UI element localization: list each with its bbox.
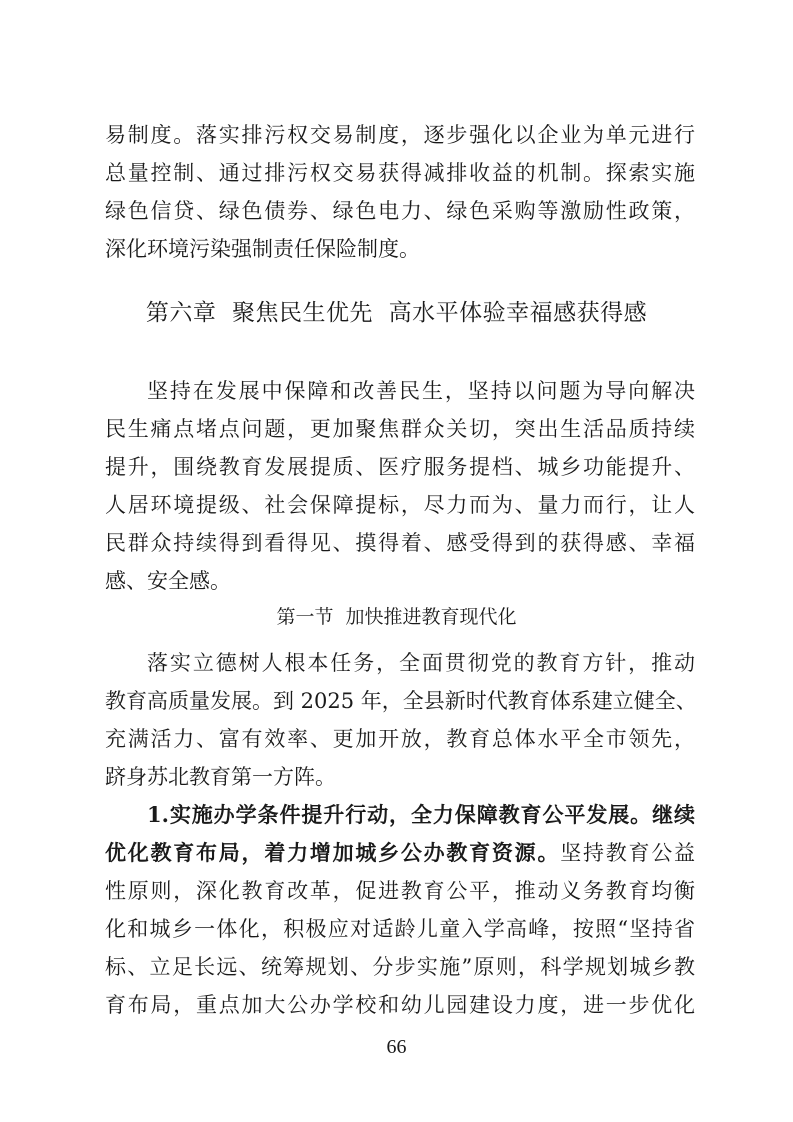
paragraph-line: 总量控制、通过排污权交易获得减排收益的机制。探索实施 <box>105 161 695 185</box>
paragraph-line <box>105 838 695 868</box>
paragraph-line: 教育高质量发展。到 2025 年，全县新时代教育体系建立健全、 <box>105 689 697 713</box>
paragraph-line: 深化环境污染强制责任保险制度。 <box>105 237 420 261</box>
paragraph-line: 感、安全感。 <box>105 569 231 593</box>
paragraph-line: 提升，围绕教育发展提质、医疗服务提档、城乡功能提升、 <box>105 455 695 479</box>
section-title: 第一节 加快推进教育现代化 <box>276 606 517 628</box>
paragraph-text: 坚持教育公益 <box>560 841 696 865</box>
paragraph-line: 民生痛点堵点问题，更加聚焦群众关切，突出生活品质持续 <box>105 417 695 441</box>
paragraph-line: 绿色信贷、绿色债券、绿色电力、绿色采购等激励性政策， <box>105 199 695 223</box>
paragraph-line: 标、立足长远、统筹规划、分步实施”原则，科学规划城乡教 <box>105 955 695 979</box>
paragraph-line: 跻身苏北教育第一方阵。 <box>105 765 336 789</box>
paragraph-line: 易制度。落实排污权交易制度，逐步强化以企业为单元进行 <box>105 123 695 147</box>
chapter-title: 第六章 聚焦民生优先 高水平体验幸福感获得感 <box>145 300 648 326</box>
paragraph-line: 性原则，深化教育改革，促进教育公平，推动义务教育均衡 <box>105 879 695 903</box>
subsection-heading-line: 1.实施办学条件提升行动，全力保障教育公平发展。继续 <box>147 802 695 827</box>
page-number: 66 <box>386 1036 407 1058</box>
paragraph-line: 化和城乡一体化，积极应对适龄儿童入学高峰，按照“坚持省 <box>105 917 695 941</box>
paragraph-line: 民群众持续得到看得见、摸得着、感受得到的获得感、幸福 <box>105 531 695 555</box>
paragraph-line: 充满活力、富有效率、更加开放，教育总体水平全市领先， <box>105 727 695 751</box>
paragraph-line: 人居环境提级、社会保障提标，尽力而为、量力而行，让人 <box>105 493 695 517</box>
subsection-heading-continuation: 优化教育布局，着力增加城乡公办教育资源。 <box>105 840 561 865</box>
paragraph-line: 育布局，重点加大公办学校和幼儿园建设力度，进一步优化 <box>105 993 695 1017</box>
paragraph-line: 落实立德树人根本任务，全面贯彻党的教育方针，推动 <box>147 651 695 675</box>
paragraph-line: 坚持在发展中保障和改善民生，坚持以问题为导向解决 <box>147 379 695 403</box>
